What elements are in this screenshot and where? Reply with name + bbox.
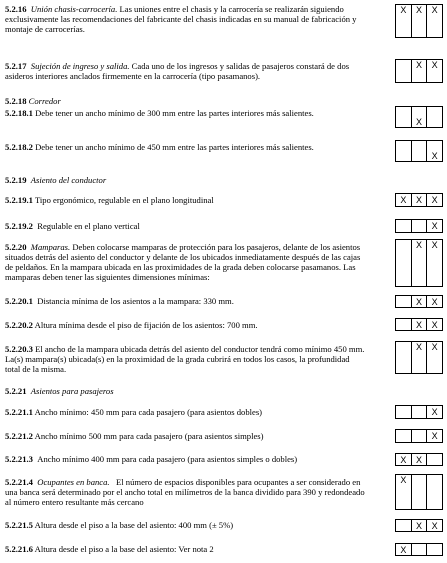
item-number: 5.2.17 (5, 61, 27, 71)
item-5-2-19-1 (5, 193, 443, 207)
item-number: 5.2.20 (5, 242, 27, 252)
check-cell[interactable] (427, 454, 442, 465)
item-text: Ancho mínimo: 450 mm para cada pasajero (para asientos dobles) (34, 407, 263, 417)
check-cell[interactable] (427, 544, 442, 555)
item-text: Deben colocarse mamparas de protección para los pasajeros, delante de los asientos (72, 242, 361, 252)
item-title: Mamparas. (30, 242, 71, 252)
check-cell[interactable] (396, 60, 412, 82)
item-text: Ancho mínimo 500 mm para cada pasajero (para asientos simples) (34, 431, 264, 441)
check-cell[interactable] (412, 544, 428, 555)
check-cell[interactable] (396, 240, 412, 286)
check-cell[interactable]: X (412, 296, 428, 307)
item-title: Sujeción de ingreso y salida. (30, 61, 130, 71)
item-number: 5.2.18.1 (5, 108, 33, 118)
item-number: 5.2.21.2 (5, 431, 33, 441)
check-cell[interactable]: X (412, 319, 428, 330)
item-text: Altura desde el piso a la base del asiento: 400 mm (± 5%) (34, 520, 234, 530)
item-text: Distancia mínima de los asientos a la mampara: 330 mm. (37, 296, 234, 306)
item-5-2-20-1 (5, 295, 443, 308)
check-cell[interactable]: X (431, 221, 438, 231)
check-cell[interactable]: X (431, 431, 438, 441)
checkbox-group (395, 405, 443, 419)
check-cell[interactable] (427, 475, 442, 509)
check-cell[interactable]: X (396, 5, 412, 37)
check-cell[interactable] (396, 406, 412, 418)
section-title: Asiento del conductor (30, 175, 107, 185)
item-title: Unión chasis-carrocería. (30, 4, 118, 14)
check-cell[interactable] (412, 475, 428, 509)
item-number: 5.2.20.3 (5, 344, 33, 354)
section-title: Corredor (28, 96, 61, 106)
item-5-2-21-5 (5, 519, 443, 532)
item-5-2-18-2 (5, 140, 443, 162)
item-text: Debe tener un ancho mínimo de 450 mm entre las partes interiores más salientes. (35, 142, 314, 152)
item-text: Regulable en el plano vertical (37, 221, 140, 231)
check-cell[interactable]: X (412, 5, 428, 37)
item-text: Altura mínima desde el piso de fijación de los asientos: 700 mm. (34, 320, 258, 330)
item-title: Ocupantes en banca. (37, 477, 110, 487)
checkbox-group (395, 193, 443, 207)
checkbox-group (395, 543, 443, 556)
check-cell[interactable] (412, 141, 428, 161)
check-cell[interactable]: X (396, 194, 412, 206)
item-text: El ancho de la mampara ubicada detrás del asiento del conductor tendrá como mínimo 450 mm. (35, 344, 365, 354)
item-number: 5.2.18.2 (5, 142, 33, 152)
item-text: asideros interiores anclados firmemente en la carrocería (tipo pasamanos). (5, 71, 261, 81)
item-number: 5.2.19.1 (5, 195, 33, 205)
item-text: exclusivamente las recomendaciones del fabricante del chasis indicadas en su manual de fabricación y (5, 14, 357, 24)
item-number: 5.2.21.3 (5, 454, 33, 464)
check-cell[interactable] (412, 406, 428, 418)
item-number: 5.2.16 (5, 4, 27, 14)
check-cell[interactable] (396, 141, 412, 161)
checkbox-group (395, 474, 443, 510)
item-text: Altura desde el piso a la base del asiento: Ver nota 2 (34, 544, 214, 554)
check-cell[interactable]: X (396, 475, 412, 509)
check-cell[interactable] (396, 520, 412, 531)
check-cell[interactable]: X (431, 5, 438, 15)
item-number: 5.2.21.4 (5, 477, 33, 487)
item-number: 5.2.18 (5, 96, 27, 106)
item-text: al número entero resultante más cercano (5, 497, 144, 507)
check-cell[interactable] (396, 319, 412, 330)
check-cell[interactable] (427, 107, 442, 127)
check-cell[interactable]: X (412, 194, 428, 206)
section-5-2-19 (5, 175, 443, 186)
item-text: El número de espacios disponibles para ocupantes a ser considerado en (116, 477, 361, 487)
checkbox-group (395, 453, 443, 466)
check-cell[interactable]: X (431, 151, 438, 161)
checkbox-group (395, 429, 443, 443)
item-5-2-18-1 (5, 106, 443, 128)
item-text: total de la misma. (5, 364, 67, 374)
check-cell[interactable]: X (412, 107, 428, 127)
item-text: Debe tener un ancho mínimo de 300 mm entre las partes interiores más salientes. (35, 108, 314, 118)
check-cell[interactable]: X (431, 240, 438, 250)
check-cell[interactable]: X (412, 60, 428, 82)
item-5-2-17 (5, 59, 443, 83)
check-cell[interactable]: X (431, 520, 438, 531)
item-text: Las uniones entre el chasis y la carrocería se realizarán siguiendo (119, 4, 344, 14)
item-number: 5.2.20.2 (5, 320, 33, 330)
checkbox-group (395, 295, 443, 308)
check-cell[interactable]: X (431, 407, 438, 417)
item-number: 5.2.20.1 (5, 296, 33, 306)
item-5-2-20-2 (5, 318, 443, 331)
checkbox-group (395, 239, 443, 287)
item-number: 5.2.21 (5, 386, 27, 396)
check-cell[interactable] (396, 220, 412, 232)
item-text: mamparas deben tener las siguientes dimensiones mínimas: (5, 272, 210, 282)
item-text: de peldaños. En la mampara ubicada en las proximidades de la grada deben colocarse pasamanos. Las (5, 262, 356, 272)
check-cell[interactable]: X (396, 454, 412, 465)
check-cell[interactable]: X (431, 296, 438, 307)
item-number: 5.2.19 (5, 175, 27, 185)
checkbox-group (395, 140, 443, 162)
check-cell[interactable] (396, 430, 412, 442)
check-cell[interactable]: X (412, 240, 428, 286)
check-cell[interactable]: X (412, 342, 428, 373)
checkbox-group (395, 4, 443, 38)
check-cell[interactable]: X (412, 520, 428, 531)
checkbox-group (395, 59, 443, 83)
item-text: montaje de carrocerías. (5, 24, 85, 34)
item-text: una banca será determinado por el ancho total en milímetros de la banca dividido para 390 y redondeado (5, 487, 365, 497)
item-text: Tipo ergonómico, regulable en el plano longitudinal (34, 195, 214, 205)
check-cell[interactable]: X (412, 454, 428, 465)
check-cell[interactable] (396, 342, 412, 373)
item-text: La(s) mampara(s) ubicada(s) en la proximidad de la grada cubrirá en todos los casos, la profundidad (5, 354, 350, 364)
check-cell[interactable]: X (431, 319, 438, 330)
item-5-2-21-3 (5, 453, 443, 466)
check-cell[interactable]: X (431, 342, 438, 352)
item-5-2-21-6 (5, 543, 443, 556)
item-text: Ancho mínimo 400 mm para cada pasajero (para asientos simples o dobles) (37, 454, 298, 464)
check-cell[interactable]: X (431, 195, 438, 205)
section-5-2-21 (5, 386, 443, 397)
item-text: situados detrás del asiento del conductor y delante de los ubicados inmediatamente después de las cajas (5, 252, 361, 262)
item-5-2-20-3 (5, 341, 443, 374)
check-cell[interactable] (396, 296, 412, 307)
item-5-2-21-2 (5, 429, 443, 443)
checkbox-group (395, 318, 443, 331)
item-number: 5.2.21.1 (5, 407, 33, 417)
checkbox-group (395, 341, 443, 374)
checkbox-group (395, 106, 443, 128)
check-cell[interactable]: X (396, 544, 412, 555)
item-5-2-16 (5, 4, 443, 38)
item-number: 5.2.21.6 (5, 544, 33, 554)
item-number: 5.2.19.2 (5, 221, 33, 231)
item-5-2-21-4 (5, 474, 443, 510)
item-number: 5.2.21.5 (5, 520, 33, 530)
checkbox-group (395, 519, 443, 532)
section-title: Asientos para pasajeros (30, 386, 114, 396)
check-cell[interactable] (396, 107, 412, 127)
check-cell[interactable] (412, 220, 428, 232)
item-5-2-20 (5, 239, 443, 287)
checkbox-group (395, 219, 443, 233)
item-5-2-21-1 (5, 405, 443, 419)
item-text: Cada uno de los ingresos y salidas de pasajeros constará de dos (131, 61, 350, 71)
item-5-2-19-2 (5, 219, 443, 233)
check-cell[interactable] (412, 430, 428, 442)
check-cell[interactable]: X (431, 60, 438, 70)
